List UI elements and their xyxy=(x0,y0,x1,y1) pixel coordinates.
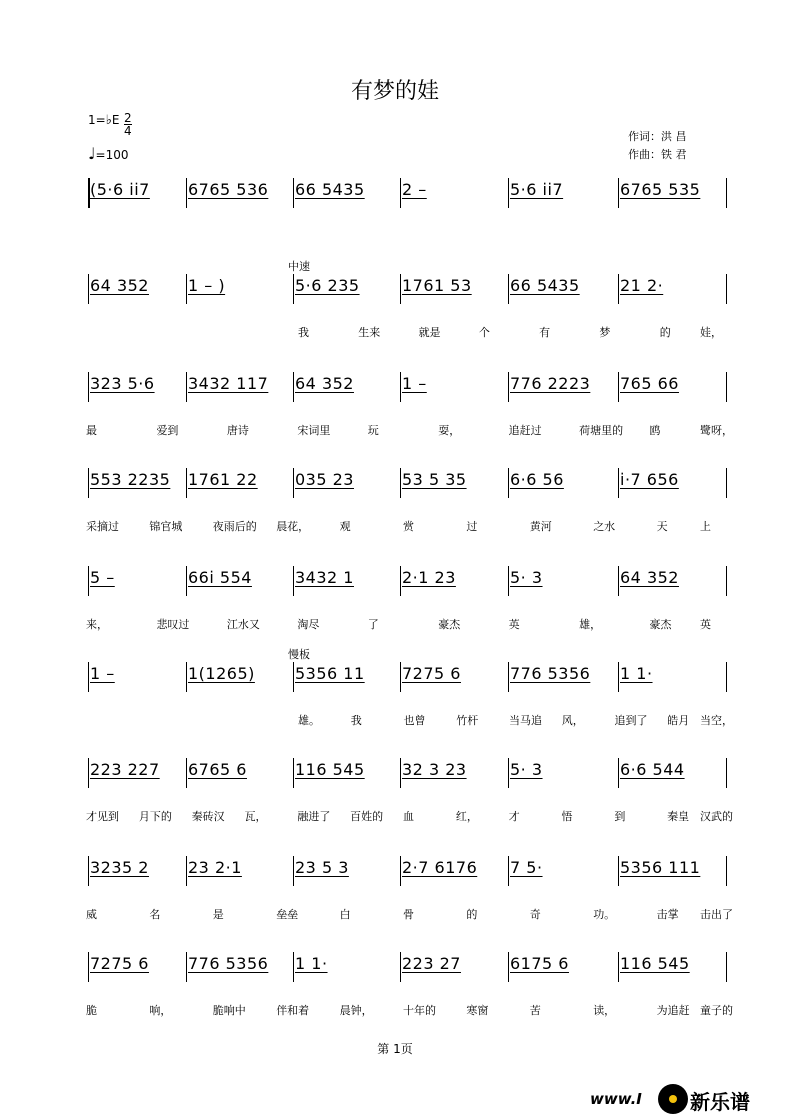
score-row xyxy=(0,952,790,1042)
lyric-word: 追赶过 xyxy=(508,424,542,437)
bar-line xyxy=(400,952,401,982)
bar-line xyxy=(618,468,619,498)
bar-line xyxy=(400,274,401,304)
bar-line xyxy=(508,758,509,788)
measure: 1 1· xyxy=(295,954,328,973)
lyric-word: 到 xyxy=(614,810,626,823)
lyric-word: 晨钟， xyxy=(339,1004,373,1017)
bar-line xyxy=(508,178,509,208)
bar-line xyxy=(726,274,727,304)
measure: 323 5·6 xyxy=(90,374,155,393)
bar-line xyxy=(293,372,294,402)
lyric-word: 的 xyxy=(466,908,478,921)
bar-line xyxy=(186,662,187,692)
bar-line xyxy=(88,952,89,982)
measure: 32 3 23 xyxy=(402,760,467,779)
lyric-word: 娃， xyxy=(700,326,722,339)
lyric-word: 个 xyxy=(478,326,490,339)
lyric-word: 唐诗 xyxy=(226,424,249,437)
measure: 1(1265) xyxy=(188,664,255,683)
lyric-word: 梦 xyxy=(599,326,611,339)
bar-line xyxy=(186,468,187,498)
score-row xyxy=(0,648,790,752)
measure: 1 1· xyxy=(620,664,653,683)
bar-line xyxy=(186,372,187,402)
lyric-word: 英 xyxy=(508,618,520,631)
lyric-word: 江水又 xyxy=(226,618,260,631)
bar-line xyxy=(400,372,401,402)
lyric-word: 秦皇 xyxy=(667,810,690,823)
bar-line xyxy=(726,566,727,596)
lyric-word: 红， xyxy=(455,810,478,823)
lyric-word: 来， xyxy=(86,618,108,631)
lyric-word: 观 xyxy=(339,520,351,533)
lyric-word: 豪杰 xyxy=(649,618,672,631)
bar-line xyxy=(293,952,294,982)
measure: 53 5 35 xyxy=(402,470,467,489)
lyric-word: 当空， xyxy=(700,714,733,727)
lyric-word: 风， xyxy=(561,714,584,727)
measure: 23 5 3 xyxy=(295,858,349,877)
composer: 作曲：铁 君 xyxy=(628,148,687,161)
bar-line xyxy=(618,566,619,596)
lyric-word: 十年的 xyxy=(403,1004,436,1017)
lyric-word: 耍， xyxy=(438,424,461,437)
bar-line xyxy=(618,662,619,692)
measure: 3432 1 xyxy=(295,568,354,587)
tempo-mark: 中速 xyxy=(288,260,310,273)
bar-line xyxy=(293,274,294,304)
bar-line xyxy=(186,758,187,788)
bar-line xyxy=(726,468,727,498)
lyric-word: 百姓的 xyxy=(350,810,384,823)
lyric-word: 奇 xyxy=(529,908,541,921)
lyric-word: 就是 xyxy=(418,326,441,339)
measure: 1761 22 xyxy=(188,470,258,489)
lyric-word: 瓦， xyxy=(244,810,267,823)
measure: i̇·7 656 xyxy=(620,470,679,489)
lyric-word: 上 xyxy=(700,520,711,533)
lyric-word: 名 xyxy=(149,908,161,921)
bar-line xyxy=(726,372,727,402)
measure: 765 66 xyxy=(620,374,679,393)
lyric-word: 威 xyxy=(86,908,97,921)
bar-line xyxy=(88,468,89,498)
record-disc-icon xyxy=(658,1084,688,1114)
logo-brand: 新乐谱 xyxy=(690,1090,750,1114)
bar-line xyxy=(400,468,401,498)
lyric-word: 雄， xyxy=(579,618,602,631)
measure: 5 – xyxy=(90,568,115,587)
bar-line xyxy=(186,178,187,208)
measure: 5356 111 xyxy=(620,858,701,877)
bar-line xyxy=(400,662,401,692)
bar-line xyxy=(400,856,401,886)
lyric-word: 读， xyxy=(593,1004,616,1017)
measure: 5·6 235 xyxy=(295,276,360,295)
measure: 1 – xyxy=(402,374,427,393)
lyric-word: 宋词里 xyxy=(297,424,331,437)
bar-line xyxy=(726,856,727,886)
lyric-word: 响， xyxy=(149,1004,172,1017)
measure: 2·1 23 xyxy=(402,568,456,587)
bar-line xyxy=(508,468,509,498)
measure: 1 – ) xyxy=(188,276,226,295)
measure: 6·6 56 xyxy=(510,470,564,489)
lyric-word: 垒垒 xyxy=(276,908,299,921)
lyric-word: 悟 xyxy=(561,810,573,823)
bar-line xyxy=(186,274,187,304)
flat-icon: ♭ xyxy=(105,113,112,128)
measure: 3235 2 xyxy=(90,858,149,877)
measure: 5· 3 xyxy=(510,568,543,587)
lyric-word: 我 xyxy=(350,714,362,727)
measure: 7275 6 xyxy=(402,664,461,683)
lyric-word: 爱到 xyxy=(156,424,179,437)
score-row xyxy=(0,372,790,462)
score-row xyxy=(0,260,790,364)
lyric-word: 是 xyxy=(212,908,224,921)
bar-line xyxy=(508,274,509,304)
key-signature xyxy=(88,113,119,128)
score-row xyxy=(0,856,790,946)
quarter-note-icon: ♩ xyxy=(88,144,96,163)
bar-line xyxy=(508,662,509,692)
lyric-word: 追到了 xyxy=(614,714,648,727)
lyric-word: 伴和着 xyxy=(276,1004,310,1017)
measure: 6·6 544 xyxy=(620,760,685,779)
song-title: 有梦的娃 xyxy=(350,79,439,104)
bar-line xyxy=(293,856,294,886)
bar-line xyxy=(726,952,727,982)
lyric-word: 雄。 xyxy=(298,714,320,727)
bar-line xyxy=(186,952,187,982)
bar-line xyxy=(293,178,294,208)
tempo-mark: 慢板 xyxy=(288,648,310,661)
bar-line xyxy=(186,566,187,596)
lyric-word: 晨花， xyxy=(276,520,310,533)
lyric-word: 月下的 xyxy=(138,810,172,823)
lyric-word: 的 xyxy=(659,326,671,339)
bar-line xyxy=(618,372,619,402)
bar-line xyxy=(618,758,619,788)
lyric-word: 也曾 xyxy=(403,714,426,727)
bar-line xyxy=(88,566,89,596)
lyric-word: 鸥 xyxy=(649,424,661,437)
measure: 7275 6 xyxy=(90,954,149,973)
measure: 223 27 xyxy=(402,954,461,973)
measure: 5356 11 xyxy=(295,664,365,683)
bar-line xyxy=(88,758,89,788)
lyric-word: 英 xyxy=(700,618,711,631)
bar-line xyxy=(186,856,187,886)
bar-line xyxy=(726,178,727,208)
measure: 5· 3 xyxy=(510,760,543,779)
measure: 776 2223 xyxy=(510,374,591,393)
measure: 66 5435 xyxy=(295,180,365,199)
measure: 3432 117 xyxy=(188,374,269,393)
lyric-word: 淘尽 xyxy=(297,618,320,631)
measure: 553 2235 xyxy=(90,470,171,489)
measure: 223 227 xyxy=(90,760,160,779)
lyric-word: 击出了 xyxy=(700,908,733,921)
score-row xyxy=(0,566,790,656)
measure: 6765 6 xyxy=(188,760,247,779)
bar-line xyxy=(618,952,619,982)
lyricist: 作词：洪 昌 xyxy=(628,130,687,143)
lyric-word: 秦砖汉 xyxy=(191,810,225,823)
lyric-word: 皓月 xyxy=(667,714,690,727)
lyric-word: 最 xyxy=(86,424,97,437)
lyric-word: 功。 xyxy=(593,908,616,921)
lyric-word: 击掌 xyxy=(656,908,679,921)
bar-line xyxy=(293,566,294,596)
measure: 116 545 xyxy=(295,760,365,779)
bar-line xyxy=(618,856,619,886)
bar-line xyxy=(508,952,509,982)
bar-line xyxy=(293,758,294,788)
measure: 1 – xyxy=(90,664,115,683)
bar-line xyxy=(508,372,509,402)
bar-line xyxy=(618,274,619,304)
bar-line xyxy=(508,856,509,886)
bar-line xyxy=(88,274,89,304)
bar-line xyxy=(726,662,727,692)
measure: 035 23 xyxy=(295,470,354,489)
lyric-word: 为追赶 xyxy=(656,1004,690,1017)
bar-line xyxy=(293,468,294,498)
key-prefix: 1= xyxy=(88,113,106,127)
lyric-word: 血 xyxy=(403,810,414,823)
lyric-word: 锦官城 xyxy=(149,520,183,533)
lyric-word: 脆响中 xyxy=(212,1004,246,1017)
credits xyxy=(628,128,687,164)
page-number: 第 1页 xyxy=(377,1042,413,1056)
measure: 776 5356 xyxy=(510,664,591,683)
lyric-word: 有 xyxy=(539,326,551,339)
lyric-word: 采摘过 xyxy=(86,520,119,533)
site-logo xyxy=(590,1082,790,1119)
lyric-word: 过 xyxy=(466,520,478,533)
measure: 2·7 6176 xyxy=(402,858,478,877)
bar-line xyxy=(293,662,294,692)
lyric-word: 豪杰 xyxy=(438,618,461,631)
lyric-word: 生来 xyxy=(358,326,381,339)
measure: 66i̇ 554 xyxy=(188,568,252,587)
bar-line xyxy=(88,372,89,402)
lyric-word: 童子的 xyxy=(700,1004,733,1017)
lyric-word: 竹杆 xyxy=(456,714,479,727)
measure: 66 5435 xyxy=(510,276,580,295)
lyric-word: 黄河 xyxy=(529,520,552,533)
lyric-word: 才见到 xyxy=(86,810,119,823)
lyric-word: 白 xyxy=(339,908,351,921)
measure: 7 5· xyxy=(510,858,543,877)
bar-line xyxy=(726,758,727,788)
measure: 2 – xyxy=(402,180,427,199)
bar-line xyxy=(88,856,89,886)
lyric-word: 汉武的 xyxy=(700,810,733,823)
measure: 6175 6 xyxy=(510,954,569,973)
measure: 5·6 i̇i̇7 xyxy=(510,180,564,199)
lyric-word: 才 xyxy=(508,810,520,823)
time-top: 2 xyxy=(124,111,132,125)
lyric-word: 悲叹过 xyxy=(156,618,190,631)
score-row xyxy=(0,758,790,848)
lyric-word: 寒窗 xyxy=(466,1004,489,1017)
lyric-word: 脆 xyxy=(86,1004,97,1017)
measure: 23 2·1 xyxy=(188,858,242,877)
bar-line xyxy=(400,758,401,788)
bar-line xyxy=(508,566,509,596)
score-row xyxy=(0,178,790,268)
key-note: E xyxy=(111,113,120,127)
tempo-marking xyxy=(88,144,129,163)
time-signature xyxy=(124,112,132,137)
measure: 776 5356 xyxy=(188,954,269,973)
lyric-word: 了 xyxy=(367,618,379,631)
bar-line xyxy=(88,662,89,692)
measure: 64 352 xyxy=(90,276,149,295)
bar-line xyxy=(400,178,401,208)
lyric-word: 当马追 xyxy=(509,714,542,727)
lyric-word: 苦 xyxy=(529,1004,541,1017)
lyric-word: 之水 xyxy=(593,520,616,533)
measure: 1761 53 xyxy=(402,276,472,295)
lyric-word: 夜雨后的 xyxy=(212,520,257,533)
score-row xyxy=(0,468,790,558)
measure: 116 545 xyxy=(620,954,690,973)
lyric-word: 玩 xyxy=(367,424,379,437)
lyric-word: 荷塘里的 xyxy=(579,424,624,437)
lyric-word: 天 xyxy=(656,520,668,533)
logo-url: www.I xyxy=(590,1090,642,1108)
measure: 64 352 xyxy=(620,568,679,587)
measure: 21 2· xyxy=(620,276,664,295)
lyric-word: 我 xyxy=(298,326,309,339)
measure: 6765 536 xyxy=(188,180,269,199)
lyric-word: 融进了 xyxy=(297,810,331,823)
lyric-word: 骨 xyxy=(403,908,414,921)
measure: (5·6 i̇i̇7 xyxy=(90,180,150,199)
tempo-value: =100 xyxy=(95,148,129,162)
bar-line xyxy=(400,566,401,596)
lyric-word: 赏 xyxy=(403,520,414,533)
measure: 64 352 xyxy=(295,374,354,393)
measure: 6765 535 xyxy=(620,180,701,199)
time-bottom: 4 xyxy=(124,124,132,138)
bar-line xyxy=(618,178,619,208)
lyric-word: 鹭呀， xyxy=(700,424,733,437)
